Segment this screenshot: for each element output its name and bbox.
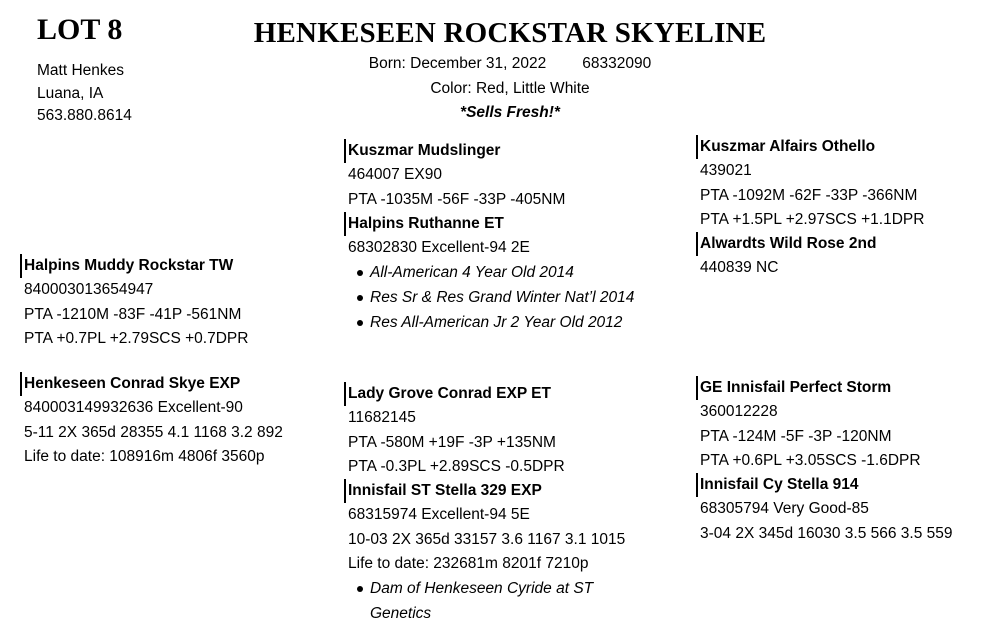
- ss-sire-reg: 439021: [700, 162, 752, 180]
- sire-pta-1: PTA -1210M -83F -41P -561NM: [24, 305, 242, 323]
- list-item: All-American 4 Year Old 2014: [348, 260, 634, 285]
- owner-phone: 563.880.8614: [37, 107, 132, 124]
- bullet-icon: [357, 320, 363, 326]
- dam-dam-name: Innisfail ST Stella 329 EXP: [344, 479, 625, 503]
- dd-sire-block: [700, 376, 953, 546]
- sire-name: Halpins Muddy Rockstar TW: [20, 254, 248, 278]
- dd-sire-pta-2: PTA +0.6PL +3.05SCS -1.6DPR: [700, 451, 921, 469]
- animal-color: Color: Red, Little White: [430, 80, 590, 97]
- dam-dam-life: Life to date: 232681m 8201f 7210p: [348, 555, 589, 573]
- dam-life: Life to date: 108916m 4806f 3560p: [24, 447, 265, 465]
- dam-dam-record: 10-03 2X 365d 33157 3.6 1167 3.1 1015: [348, 530, 626, 548]
- bullet-icon: [357, 270, 363, 276]
- ss-sire-pta-2: PTA +1.5PL +2.97SCS +1.1DPR: [700, 210, 925, 228]
- sire-sire-reg: 464007 EX90: [348, 166, 442, 184]
- bullet-icon: [357, 586, 363, 592]
- animal-name: HENKESEEN ROCKSTAR SKYELINE: [253, 17, 767, 49]
- registration-number: 68332090: [582, 55, 652, 72]
- ss-dam-reg: 440839 NC: [700, 259, 779, 277]
- sire-dam-reg: 68302830 Excellent-94 2E: [348, 239, 530, 257]
- sells-note: *Sells Fresh!*: [460, 104, 560, 121]
- sire-dam-notes: [348, 260, 634, 335]
- dd-dam-reg: 68305794 Very Good-85: [700, 500, 869, 518]
- lot-number: LOT 8: [37, 13, 123, 46]
- ss-sire-pta-1: PTA -1092M -62F -33P -366NM: [700, 186, 918, 204]
- dam-record: 5-11 2X 365d 28355 4.1 1168 3.2 892: [24, 423, 283, 441]
- sire-pta-2: PTA +0.7PL +2.79SCS +0.7DPR: [24, 329, 249, 347]
- sire-sire-name: Kuszmar Mudslinger: [344, 139, 634, 163]
- dam-reg: 840003149932636 Excellent-90: [24, 399, 243, 417]
- dd-dam-record: 3-04 2X 345d 16030 3.5 566 3.5 559: [700, 524, 953, 542]
- dam-dam-reg: 68315974 Excellent-94 5E: [348, 506, 530, 524]
- dam-sire-pta-1: PTA -580M +19F -3P +135NM: [348, 433, 556, 451]
- dd-sire-name: GE Innisfail Perfect Storm: [696, 376, 953, 400]
- ss-dam-name: Alwardts Wild Rose 2nd: [696, 232, 924, 256]
- ss-sire-block: [700, 135, 924, 281]
- dam-dam-notes: [348, 576, 625, 626]
- owner-location: Luana, IA: [37, 84, 104, 102]
- birth-date: Born: December 31, 2022: [368, 55, 547, 72]
- dam-name: Henkeseen Conrad Skye EXP: [20, 372, 283, 396]
- sire-sire-block: [348, 139, 634, 335]
- list-item: Dam of Henkeseen Cyride at ST Genetics: [348, 576, 625, 626]
- bullet-icon: [357, 295, 363, 301]
- ss-sire-name: Kuszmar Alfairs Othello: [696, 135, 924, 159]
- dam-sire-reg: 11682145: [348, 409, 416, 427]
- sire-block: [24, 254, 248, 351]
- dd-sire-pta-1: PTA -124M -5F -3P -120NM: [700, 427, 892, 445]
- dd-dam-name: Innisfail Cy Stella 914: [696, 473, 953, 497]
- dam-sire-block: [348, 382, 625, 626]
- list-item: Res All-American Jr 2 Year Old 2012: [348, 310, 634, 335]
- dam-sire-name: Lady Grove Conrad EXP ET: [344, 382, 625, 406]
- birth-info: [0, 52, 984, 76]
- dd-sire-reg: 360012228: [700, 403, 778, 421]
- list-item: Res Sr & Res Grand Winter Nat’l 2014: [348, 285, 634, 310]
- owner-name: Matt Henkes: [37, 62, 125, 79]
- sire-dam-name: Halpins Ruthanne ET: [344, 212, 634, 236]
- sire-reg: 840003013654947: [24, 281, 154, 299]
- dam-sire-pta-2: PTA -0.3PL +2.89SCS -0.5DPR: [348, 457, 565, 475]
- dam-block: [24, 372, 283, 469]
- sire-sire-pta: PTA -1035M -56F -33P -405NM: [348, 190, 566, 208]
